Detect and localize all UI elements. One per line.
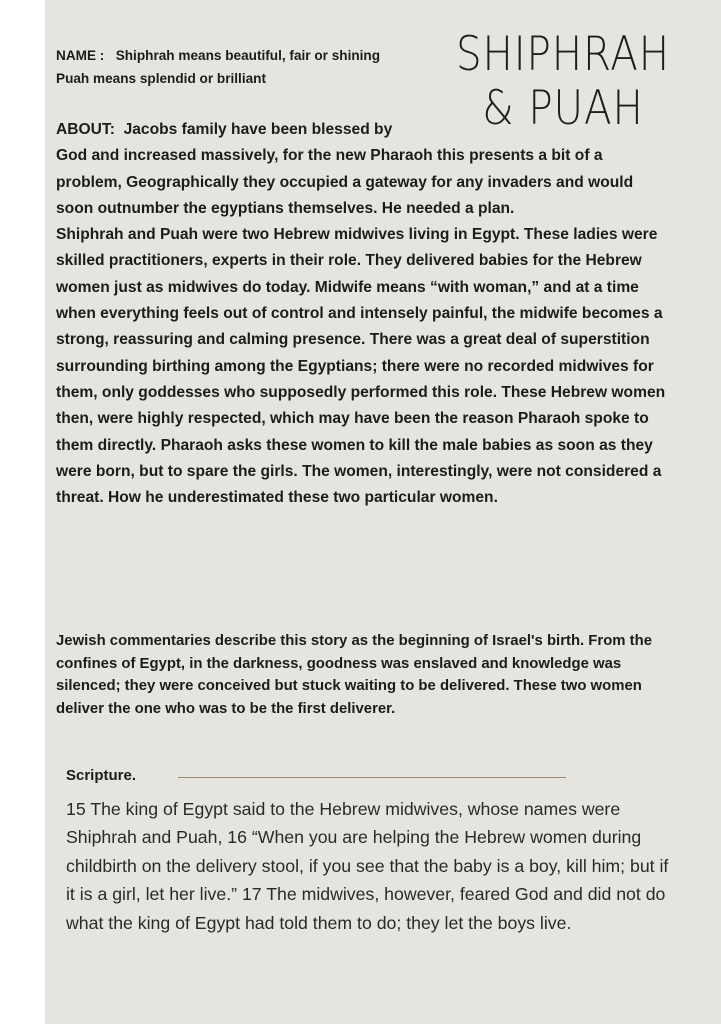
about-intro: Jacobs family have been blessed by bbox=[123, 121, 393, 138]
about-label: ABOUT: bbox=[56, 121, 115, 138]
about-paragraph-2: Shiphrah and Puah were two Hebrew midwives living in Egypt. These ladies were skilled practitioners, experts in their role. They delivered babies for the Hebrew women just as midwives do today. Midwife means “with woman,” and at a time when everything feels out of control and intensely painful, the midwife becomes a strong, reassuring and calming presence. There was a great deal of superstition surrounding birthing among the Egyptians; there were no recorded midwives for them, only goddesses who supposedly performed this role. These Hebrew women then, were highly respected, which may have been the reason Pharaoh spoke to them directly. Pharaoh asks these women to kill the male babies as soon as they were born, but to spare the girls. The women, interestingly, were not considered a threat. How he underestimated these two particular women. bbox=[56, 226, 666, 507]
name-text: Shiphrah means beautiful, fair or shining Puah means splendid or brilliant bbox=[56, 48, 381, 86]
scripture-divider bbox=[178, 777, 566, 778]
about-section bbox=[56, 117, 671, 511]
about-paragraph-1: God and increased massively, for the new Pharaoh this presents a bit of a problem, Geographically they occupied a gateway for any invaders and would soon outnumber the egyptians themselves. He needed a plan. bbox=[56, 147, 634, 217]
about-first-line bbox=[56, 117, 446, 143]
scripture-label: Scripture. bbox=[66, 767, 137, 784]
title-line-1: SHIPHRAH bbox=[455, 27, 671, 82]
commentary-paragraph: Jewish commentaries describe this story as the beginning of Israel's birth. From the confines of Egypt, in the darkness, goodness was enslaved and knowledge was silenced; they were conceived but stuck waiting to be delivered. These two women deliver the one who was to be the first deliverer. bbox=[56, 633, 653, 717]
title-line-2: & PUAH bbox=[482, 81, 644, 136]
document-page bbox=[45, 0, 721, 1024]
name-section bbox=[56, 44, 401, 90]
scripture-text: 15 The king of Egypt said to the Hebrew midwives, whose names were Shiphrah and Puah, 16 “When you are helping the Hebrew women during childbirth on the delivery stool, if you see that the baby is a boy, kill him; but if it is a girl, let her live.” 17 The midwives, however, feared God and did not do what the king of Egypt had told them to do; they let the boys live. bbox=[66, 799, 669, 933]
name-label: NAME : bbox=[56, 48, 105, 63]
